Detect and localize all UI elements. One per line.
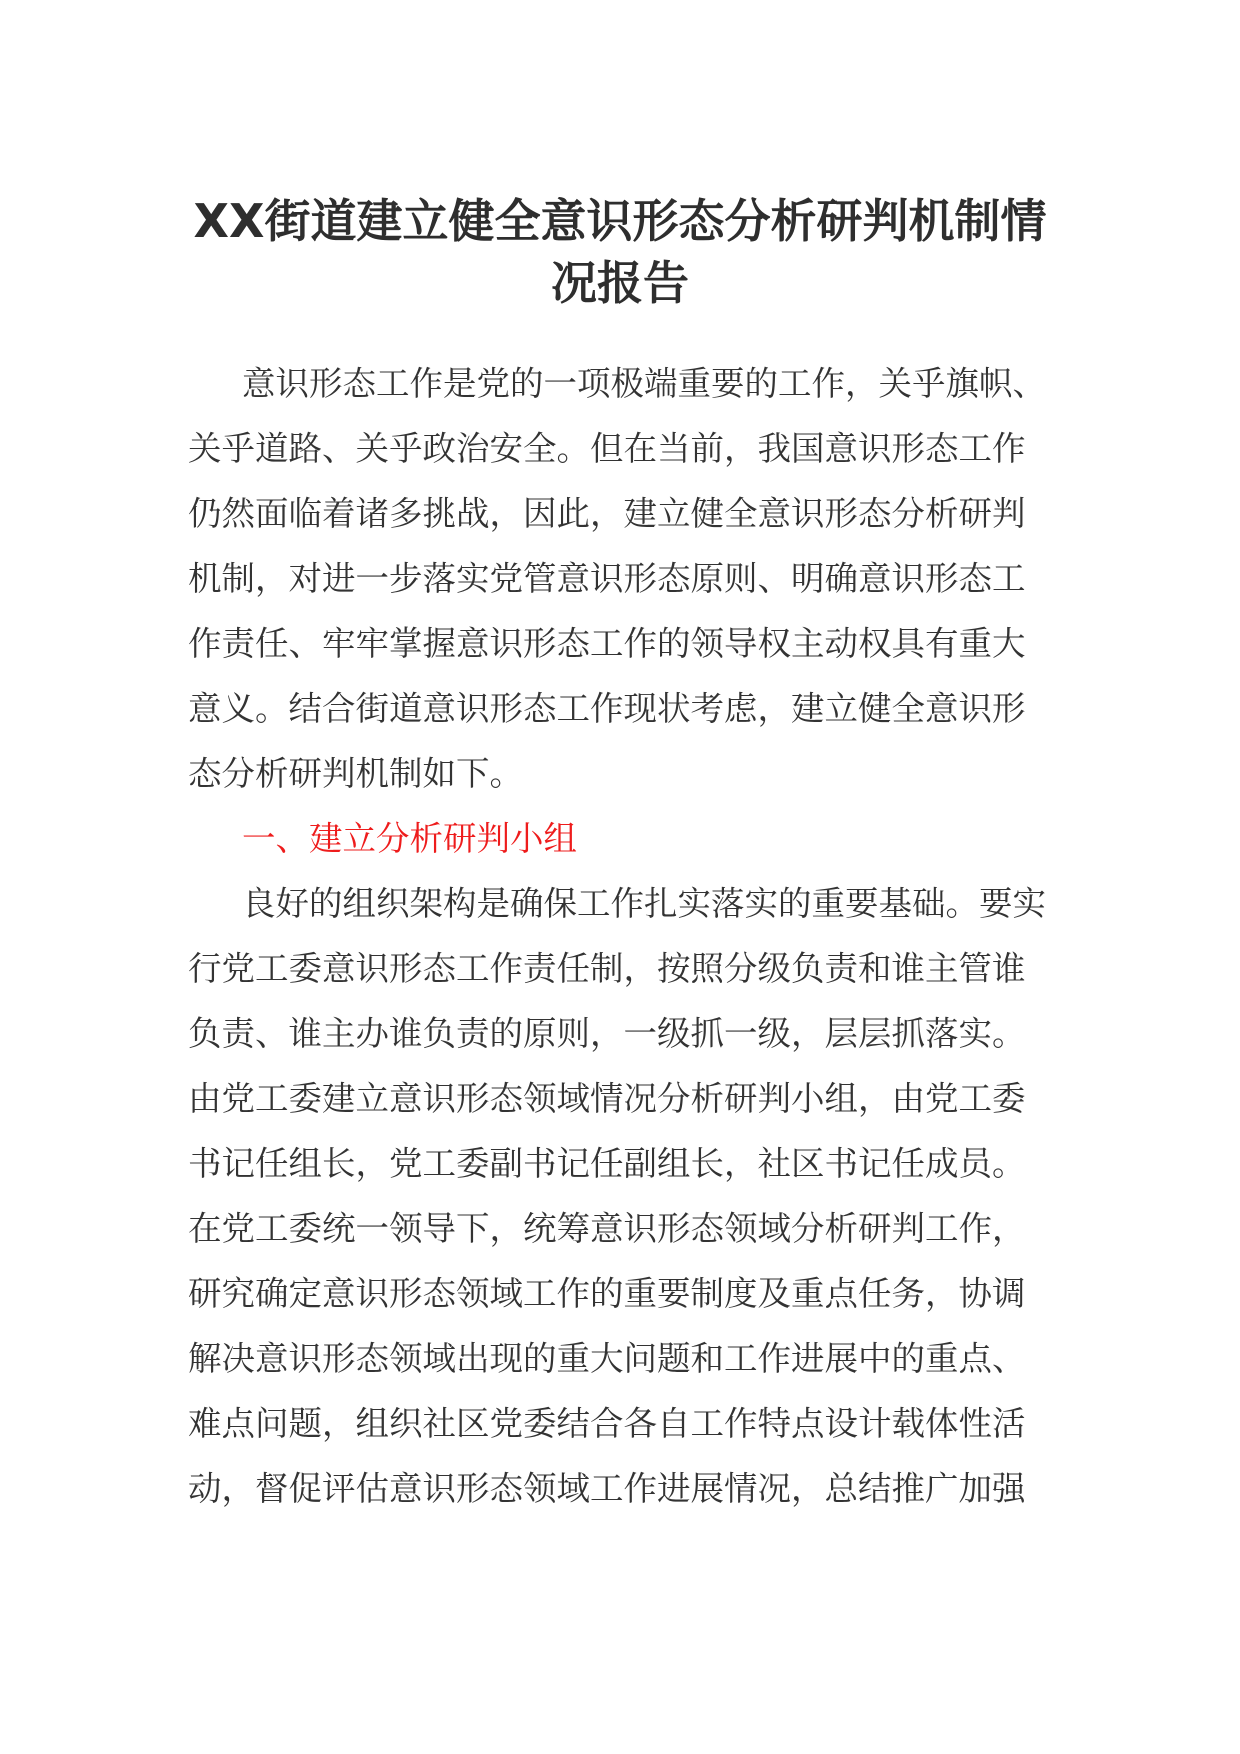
title-line-2: 况报告 <box>551 256 689 310</box>
intro-line-5: 作责任、牢牢掌握意识形态工作的领导权主动权具有重大 <box>188 624 1026 663</box>
section1-paragraph <box>188 871 1048 1521</box>
section1-line-3: 负责、谁主办谁负责的原则，一级抓一级，层层抓落实。 <box>188 1014 1026 1053</box>
intro-line-3: 仍然面临着诸多挑战，因此，建立健全意识形态分析研判 <box>188 494 1026 533</box>
intro-line-1: 意识形态工作是党的一项极端重要的工作，关乎旗帜、 <box>242 364 1046 403</box>
section1-line-5: 书记任组长，党工委副书记任副组长，社区书记任成员。 <box>188 1144 1026 1183</box>
section1-line-4: 由党工委建立意识形态领域情况分析研判小组，由党工委 <box>188 1079 1026 1118</box>
section1-line-7: 研究确定意识形态领域工作的重要制度及重点任务，协调 <box>188 1274 1026 1313</box>
section1-line-9: 难点问题，组织社区党委结合各自工作特点设计载体性活 <box>188 1404 1026 1443</box>
section1-line-8: 解决意识形态领域出现的重大问题和工作进展中的重点、 <box>188 1339 1026 1378</box>
title-line-1: XX街道建立健全意识形态分析研判机制情 <box>193 194 1047 248</box>
section1-line-2: 行党工委意识形态工作责任制，按照分级负责和谁主管谁 <box>188 949 1026 988</box>
intro-line-4: 机制，对进一步落实党管意识形态原则、明确意识形态工 <box>188 559 1026 598</box>
intro-line-7: 态分析研判机制如下。 <box>188 754 523 793</box>
intro-line-6: 意义。结合街道意识形态工作现状考虑，建立健全意识形 <box>188 689 1026 728</box>
intro-line-2: 关乎道路、关乎政治安全。但在当前，我国意识形态工作 <box>188 429 1026 468</box>
intro-paragraph <box>188 351 1048 806</box>
section1-line-10: 动，督促评估意识形态领域工作进展情况，总结推广加强 <box>188 1469 1026 1508</box>
section1-line-1: 良好的组织架构是确保工作扎实落实的重要基础。要实 <box>242 884 1046 923</box>
document-title <box>180 190 1060 314</box>
section1-line-6: 在党工委统一领导下，统筹意识形态领域分析研判工作， <box>188 1209 1026 1248</box>
section-heading-1: 一、建立分析研判小组 <box>242 819 577 858</box>
